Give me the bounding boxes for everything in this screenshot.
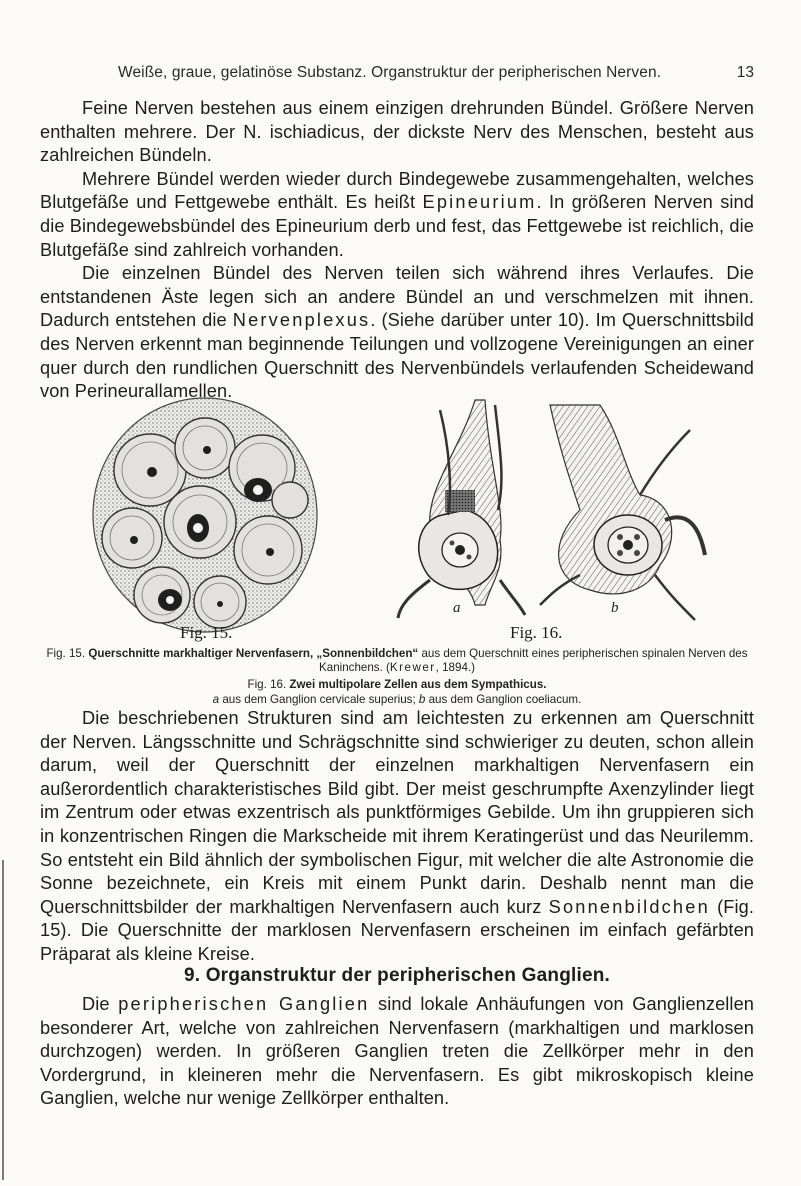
caption-fig15: Fig. 15. Querschnitte markhaltiger Nervenfasern, „Sonnenbildchen“ aus dem Querschnitt eines peripherischen spinalen Nerven des Kaninchens. (Krewer, 1894.) xyxy=(46,647,748,674)
figure-caption xyxy=(40,647,754,707)
body-text-middle xyxy=(40,707,754,967)
scan-edge-line xyxy=(2,860,4,1180)
fig16-label-b: b xyxy=(611,600,619,616)
paragraph: Die beschriebenen Strukturen sind am leichtesten zu erkennen am Querschnitt der Nerven. Längsschnitte und Schrägschnitte sind schwieriger zu deuten, schon allein darum, weil der Querschnitt der einzelnen markhaltigen Nervenfasern ein außerordentlich charakteristisches Bild gibt. Der meist geschrumpfte Axenzylinder liegt im Zentrum oder etwas exzentrisch als punktförmiges Gebilde. Um ihn gruppieren sich in konzentrischen Ringen die Markscheide mit ihrem Keratingerüst und das Neurilemm. So entsteht ein Bild ähnlich der symbolischen Figur, mit welcher die alte Astronomie die Sonne bezeichnete, ein Kreis mit einem Punkt darin. Deshalb nennt man die Querschnittsbilder der markhaltigen Nervenfasern auch kurz Sonnenbildchen (Fig. 15). Die Querschnitte der marklosen Nervenfasern erscheinen im einfach gefärbten Präparat als kleine Kreise. xyxy=(40,708,754,964)
fig15-drawing xyxy=(93,398,317,632)
term-sonnenbildchen: Sonnenbildchen xyxy=(548,896,710,917)
body-text-bottom xyxy=(40,993,754,1111)
paragraph: Die peripherischen Ganglien sind lokale Anhäufungen von Ganglienzellen besonderer Art, welche von zahlreichen Nervenfasern (markhaltigen und marklosen durchzogen) werden. In größeren Ganglien treten die Zellkörper mehr in den Vordergrund, in kleineren mehr die Nervenfasern. Es gibt mikroskopisch kleine Ganglien, welche nur wenige Zellkörper enthalten. xyxy=(40,994,754,1109)
paragraph: Feine Nerven bestehen aus einem einzigen drehrunden Bündel. Größere Nerven enthalten mehrere. Der N. ischiadicus, der dickste Nerv des Menschen, besteht aus zahlreichen Bündeln. xyxy=(40,98,754,166)
caption-fig16-detail: a aus dem Ganglion cervicale superius; b aus dem Ganglion coeliacum. xyxy=(212,693,582,706)
term-epineurium: Epineurium xyxy=(422,192,537,213)
paragraph: Mehrere Bündel werden wieder durch Bindegewebe zusammengehalten, welches Blutgefäße und Fettgewebe enthält. Es heißt Epineurium. In größeren Nerven sind die Bindegewebsbündel des Epineurium derb und fest, das Fettgewebe ist reichlich, die Blutgefäße sind zahlreich vorhanden. xyxy=(40,168,754,260)
term-nervenplexus: Nervenplexus xyxy=(232,310,371,331)
fig16-drawing xyxy=(398,400,705,620)
body-text-top xyxy=(40,97,754,404)
fig15-label: Fig. 15. xyxy=(180,623,233,642)
paragraph: Die einzelnen Bündel des Nerven teilen sich während ihres Verlaufes. Die entstandenen Äste legen sich an andere Bündel an und verschmelzen mit ihnen. Dadurch entstehen die Nervenplexus. (Siehe darüber unter 10). Im Querschnittsbild des Nerven erkennt man beginnende Teilungen und vollzogene Vereinigungen an einer quer durch den rundlichen Querschnitt des Nervenbündels verlaufenden Scheidewand von Perineurallamellen. xyxy=(40,263,755,402)
page-number: 13 xyxy=(736,64,754,81)
fig16-label-a: a xyxy=(453,600,461,616)
section-heading: 9. Organstruktur der peripherischen Ganglien. xyxy=(183,965,611,986)
running-title: Weiße, graue, gelatinöse Substanz. Organstruktur der peripherischen Nerven. xyxy=(118,64,662,81)
caption-fig16: Fig. 16. Zwei multipolare Zellen aus dem Sympathicus. xyxy=(247,678,547,691)
term-peripherische-ganglien: peripherischen Ganglien xyxy=(118,994,370,1014)
figure-illustrations xyxy=(80,390,720,640)
fig16-label: Fig. 16. xyxy=(510,623,563,642)
